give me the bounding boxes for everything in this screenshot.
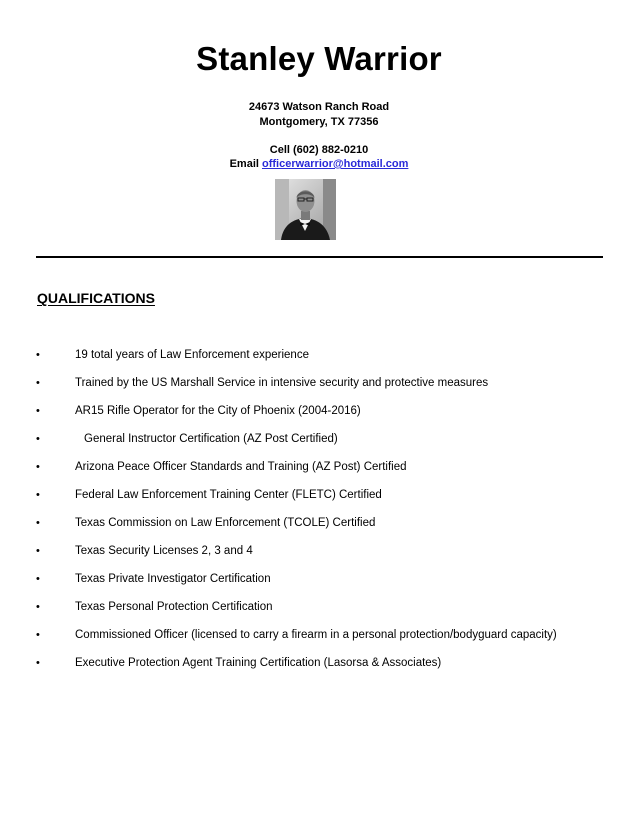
qualification-text: Commissioned Officer (licensed to carry a firearm in a personal protection/bodyguard capacity)	[75, 629, 557, 641]
qualification-text: Trained by the US Marshall Service in intensive security and protective measures	[75, 377, 489, 389]
qualification-text: Texas Private Investigator Certification	[75, 573, 271, 585]
qualification-text: General Instructor Certification (AZ Post Certified)	[84, 433, 338, 445]
list-item	[0, 375, 638, 403]
email-line	[0, 157, 638, 172]
bullet-icon: •	[36, 405, 40, 417]
list-item	[0, 347, 638, 375]
qualifications-heading: QUALIFICATIONS	[37, 290, 155, 306]
list-item	[0, 431, 638, 459]
bullet-icon: •	[36, 601, 40, 613]
bullet-icon: •	[36, 433, 40, 445]
bullet-icon: •	[36, 657, 40, 669]
qualification-text: Texas Personal Protection Certification	[75, 601, 273, 613]
bullet-icon: •	[36, 629, 40, 641]
email-label: Email	[229, 158, 262, 170]
list-item	[0, 459, 638, 487]
applicant-name: Stanley Warrior	[196, 40, 442, 77]
qualification-text: Arizona Peace Officer Standards and Training (AZ Post) Certified	[75, 461, 407, 473]
bullet-icon: •	[36, 349, 40, 361]
qualifications-list	[0, 347, 638, 683]
address-line-2: Montgomery, TX 77356	[259, 116, 379, 128]
profile-photo	[275, 179, 336, 240]
bullet-icon: •	[36, 517, 40, 529]
bullet-icon: •	[36, 461, 40, 473]
list-item	[0, 571, 638, 599]
qualification-text: Federal Law Enforcement Training Center (FLETC) Certified	[75, 489, 382, 501]
bullet-icon: •	[36, 489, 40, 501]
qualification-text: Executive Protection Agent Training Certification (Lasorsa & Associates)	[75, 657, 442, 669]
list-item	[0, 655, 638, 683]
list-item	[0, 627, 638, 655]
phone-number: Cell (602) 882-0210	[269, 144, 369, 156]
list-item	[0, 487, 638, 515]
bullet-icon: •	[36, 573, 40, 585]
bullet-icon: •	[36, 545, 40, 557]
qualification-text: Texas Commission on Law Enforcement (TCOLE) Certified	[75, 517, 376, 529]
portrait-image-icon	[275, 179, 336, 240]
list-item	[0, 599, 638, 627]
qualification-text: Texas Security Licenses 2, 3 and 4	[75, 545, 253, 557]
qualification-text: 19 total years of Law Enforcement experience	[75, 349, 309, 361]
bullet-icon: •	[36, 377, 40, 389]
address-line-1: 24673 Watson Ranch Road	[248, 101, 390, 113]
email-link[interactable]: officerwarrior@hotmail.com	[261, 158, 409, 170]
qualification-text: AR15 Rifle Operator for the City of Phoenix (2004-2016)	[75, 405, 361, 417]
list-item	[0, 515, 638, 543]
list-item	[0, 543, 638, 571]
list-item	[0, 403, 638, 431]
section-divider	[36, 256, 603, 258]
